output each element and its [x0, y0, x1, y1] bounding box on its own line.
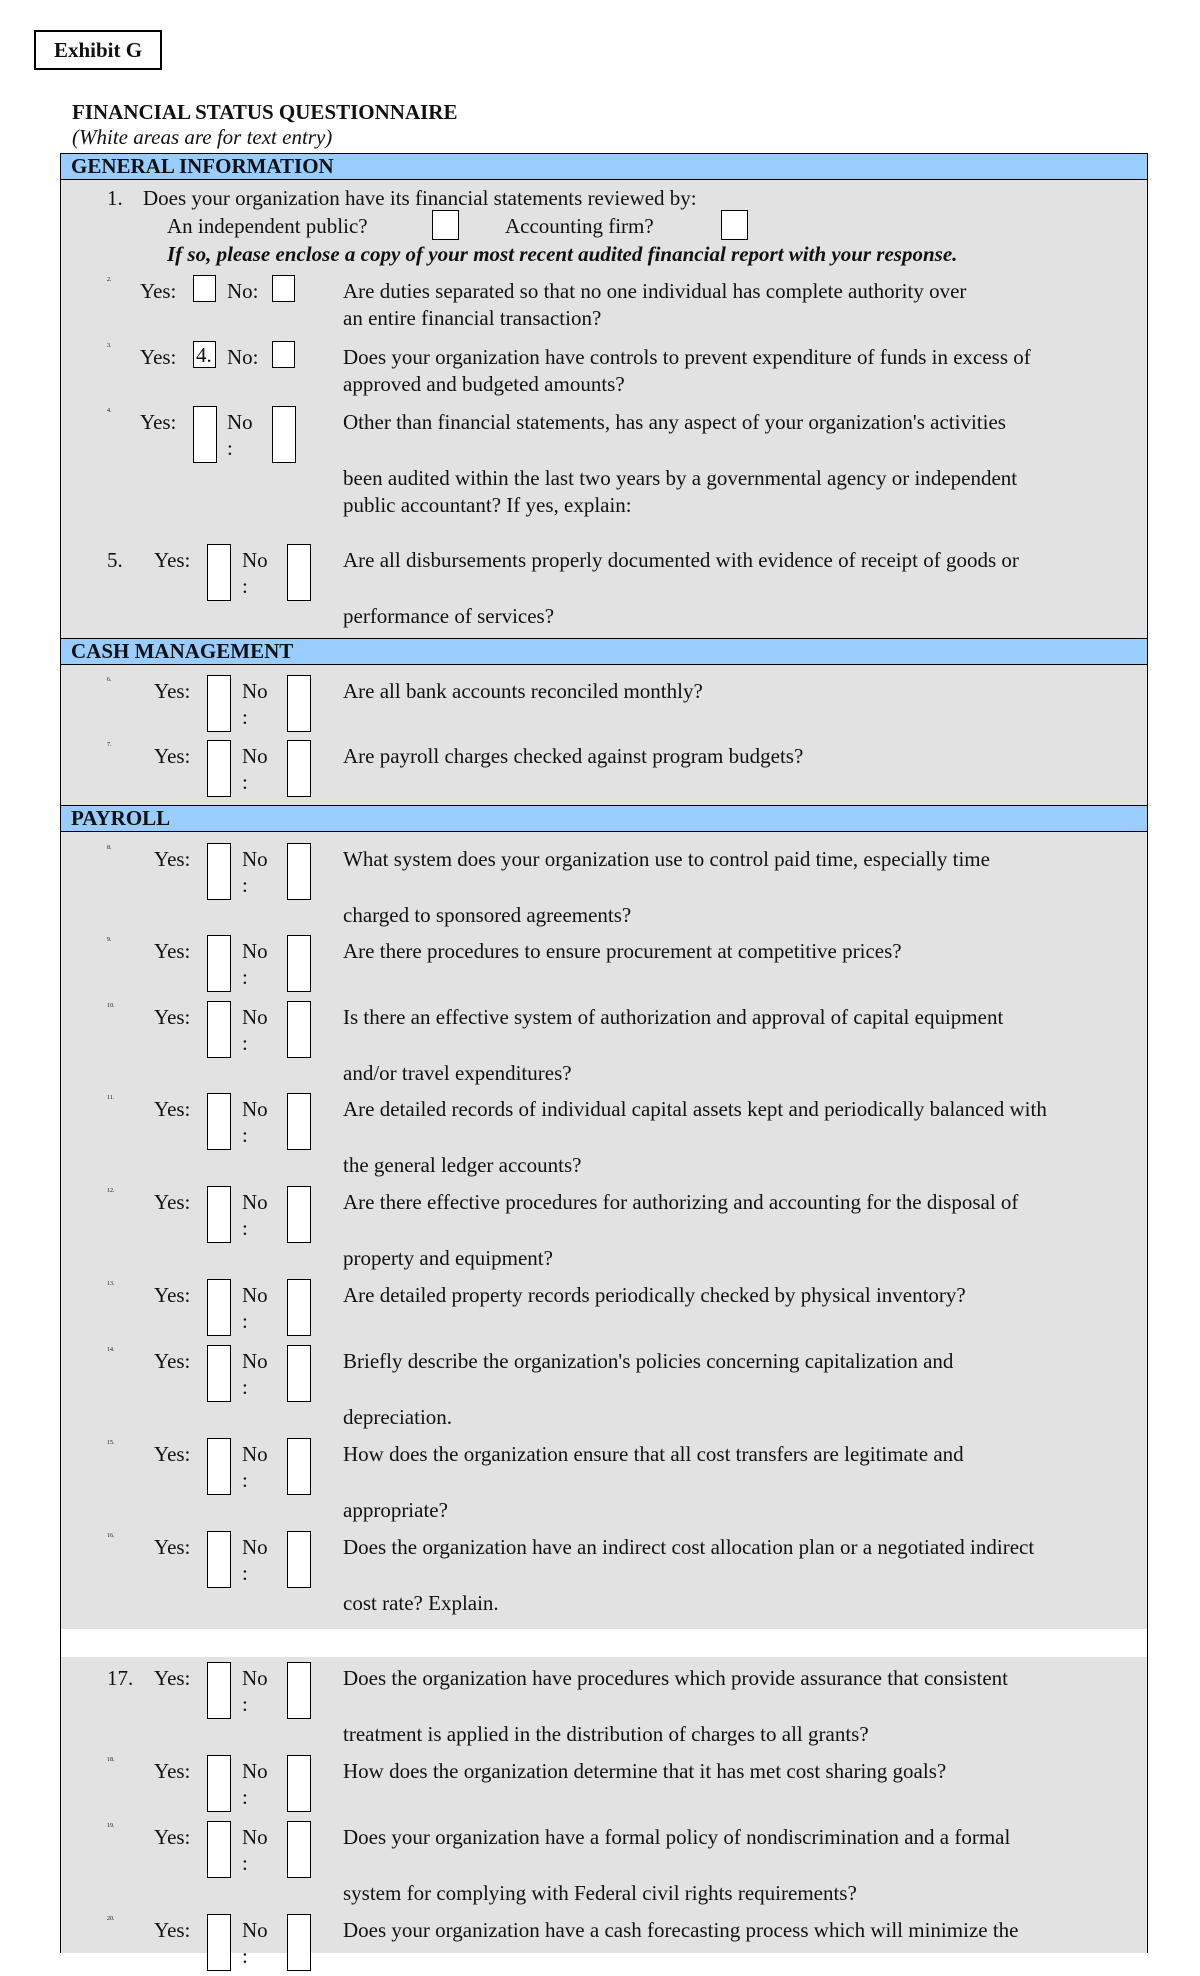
q16-yes-label: Yes: [154, 1535, 191, 1559]
question-17-line-1: Does the organization have procedures which provide assurance that consistent [343, 1666, 1008, 1690]
q5-no-checkbox[interactable] [287, 544, 311, 601]
q16-yes-checkbox[interactable] [207, 1531, 231, 1588]
question-7-number: 7. [107, 742, 112, 748]
q18-yes-label: Yes: [154, 1759, 191, 1783]
question-19-number: 19. [107, 1823, 115, 1829]
section-cash-management: CASH MANAGEMENT [61, 638, 1147, 665]
question-14-number: 14. [107, 1347, 115, 1353]
question-8-number: 8. [107, 845, 112, 851]
q6-no-checkbox[interactable] [287, 675, 311, 732]
q3-yes-value: 4. [196, 343, 212, 367]
q2-yes-label: Yes: [140, 279, 177, 303]
q3-no-checkbox[interactable] [272, 341, 295, 368]
q8-no-checkbox[interactable] [287, 843, 311, 900]
question-9-number: 9. [107, 937, 112, 943]
question-1-note: If so, please enclose a copy of your most recent audited financial report with your response. [167, 242, 958, 266]
question-2-line-2: an entire financial transaction? [343, 306, 602, 330]
q9-yes-label: Yes: [154, 939, 191, 963]
q4-yes-label: Yes: [140, 410, 177, 434]
question-2-line-1: Are duties separated so that no one individual has complete authority over [343, 279, 967, 303]
question-8-line-2: charged to sponsored agreements? [343, 903, 632, 927]
question-6-number: 6. [107, 677, 112, 683]
question-2-number: 2. [107, 277, 112, 283]
question-20-line-1: Does your organization have a cash forecasting process which will minimize the [343, 1918, 1019, 1942]
q11-no-checkbox[interactable] [287, 1093, 311, 1150]
question-14-line-2: depreciation. [343, 1405, 453, 1429]
q4-no-colon: : [227, 436, 233, 460]
q7-no-checkbox[interactable] [287, 740, 311, 797]
q5-no-label: No [242, 548, 268, 572]
question-7-line-1: Are payroll charges checked against program budgets? [343, 744, 804, 768]
question-11-line-2: the general ledger accounts? [343, 1153, 582, 1177]
question-18-line-1: How does the organization determine that it has met cost sharing goals? [343, 1759, 947, 1783]
q16-no-checkbox[interactable] [287, 1531, 311, 1588]
question-17-line-2: treatment is applied in the distribution of charges to all grants? [343, 1722, 869, 1746]
q18-no-colon: : [242, 1785, 248, 1809]
q7-yes-checkbox[interactable] [207, 740, 231, 797]
question-14-line-1: Briefly describe the organization's policies concerning capitalization and [343, 1349, 954, 1373]
question-17-number: 17. [107, 1666, 134, 1690]
exhibit-label: Exhibit G [34, 30, 162, 70]
q5-yes-label: Yes: [154, 548, 191, 572]
q5-no-colon: : [242, 574, 248, 598]
q12-yes-checkbox[interactable] [207, 1186, 231, 1243]
q13-no-checkbox[interactable] [287, 1279, 311, 1336]
q3-yes-label: Yes: [140, 345, 177, 369]
question-13-line-1: Are detailed property records periodically checked by physical inventory? [343, 1283, 966, 1307]
question-4-line-3: public accountant? If yes, explain: [343, 493, 632, 517]
question-19-line-2: system for complying with Federal civil rights requirements? [343, 1881, 857, 1905]
question-12-line-2: property and equipment? [343, 1246, 553, 1270]
q6-yes-label: Yes: [154, 679, 191, 703]
section-payroll: PAYROLL [61, 805, 1147, 832]
q1-public-checkbox[interactable] [432, 210, 459, 240]
q19-no-colon: : [242, 1851, 248, 1875]
question-20-number: 20. [107, 1916, 115, 1922]
q11-yes-label: Yes: [154, 1097, 191, 1121]
q20-no-label: No [242, 1918, 268, 1942]
q6-yes-checkbox[interactable] [207, 675, 231, 732]
q17-no-label: No [242, 1666, 268, 1690]
q1-firm-checkbox[interactable] [721, 210, 748, 240]
q7-yes-label: Yes: [154, 744, 191, 768]
q12-no-checkbox[interactable] [287, 1186, 311, 1243]
q17-no-colon: : [242, 1692, 248, 1716]
q14-no-colon: : [242, 1375, 248, 1399]
question-19-line-1: Does your organization have a formal policy of nondiscrimination and a formal [343, 1825, 1011, 1849]
q14-no-label: No [242, 1349, 268, 1373]
question-10-line-1: Is there an effective system of authorization and approval of capital equipment [343, 1005, 1004, 1029]
q4-no-label: No [227, 410, 253, 434]
question-5-line-2: performance of services? [343, 604, 555, 628]
q5-yes-checkbox[interactable] [207, 544, 231, 601]
q2-no-label: No: [227, 279, 259, 303]
q18-no-label: No [242, 1759, 268, 1783]
question-16-line-1: Does the organization have an indirect cost allocation plan or a negotiated indirect [343, 1535, 1035, 1559]
q19-yes-label: Yes: [154, 1825, 191, 1849]
q17-no-checkbox[interactable] [287, 1662, 311, 1719]
q3-yes-checkbox[interactable] [193, 341, 216, 368]
q4-no-checkbox[interactable] [272, 406, 296, 463]
q17-yes-checkbox[interactable] [207, 1662, 231, 1719]
q9-yes-checkbox[interactable] [207, 935, 231, 992]
q12-yes-label: Yes: [154, 1190, 191, 1214]
question-10-number: 10. [107, 1003, 115, 1009]
q6-no-colon: : [242, 705, 248, 729]
q3-no-label: No: [227, 345, 259, 369]
question-3-line-1: Does your organization have controls to prevent expenditure of funds in excess of [343, 345, 1031, 369]
question-10-line-2: and/or travel expenditures? [343, 1061, 572, 1085]
q10-yes-label: Yes: [154, 1005, 191, 1029]
q20-yes-label: Yes: [154, 1918, 191, 1942]
q19-no-label: No [242, 1825, 268, 1849]
question-15-line-2: appropriate? [343, 1498, 448, 1522]
q10-no-colon: : [242, 1031, 248, 1055]
q13-no-label: No [242, 1283, 268, 1307]
q13-yes-checkbox[interactable] [207, 1279, 231, 1336]
q8-no-colon: : [242, 873, 248, 897]
q11-no-colon: : [242, 1123, 248, 1147]
q2-no-checkbox[interactable] [272, 275, 295, 302]
question-1-option-public: An independent public? [167, 214, 368, 238]
q16-no-colon: : [242, 1561, 248, 1585]
question-5-number: 5. [107, 548, 123, 572]
question-9-line-1: Are there procedures to ensure procurement at competitive prices? [343, 939, 902, 963]
q2-yes-checkbox[interactable] [193, 275, 216, 302]
q8-yes-checkbox[interactable] [207, 843, 231, 900]
q15-yes-label: Yes: [154, 1442, 191, 1466]
q17-yes-label: Yes: [154, 1666, 191, 1690]
q18-no-checkbox[interactable] [287, 1755, 311, 1812]
text-entry-area-q16[interactable] [61, 1629, 1147, 1657]
q19-no-checkbox[interactable] [287, 1821, 311, 1878]
q20-no-checkbox[interactable] [287, 1914, 311, 1971]
q15-no-colon: : [242, 1468, 248, 1492]
question-3-number: 3. [107, 343, 112, 349]
question-3-line-2: approved and budgeted amounts? [343, 372, 625, 396]
question-12-line-1: Are there effective procedures for authorizing and accounting for the disposal of [343, 1190, 1019, 1214]
q20-no-colon: : [242, 1944, 248, 1968]
q11-no-label: No [242, 1097, 268, 1121]
q9-no-label: No [242, 939, 268, 963]
question-18-number: 18. [107, 1757, 115, 1763]
question-1-text: Does your organization have its financial statements reviewed by: [143, 186, 697, 210]
question-5-line-1: Are all disbursements properly documented with evidence of receipt of goods or [343, 548, 1019, 572]
q9-no-checkbox[interactable] [287, 935, 311, 992]
q15-yes-checkbox[interactable] [207, 1438, 231, 1495]
q15-no-checkbox[interactable] [287, 1438, 311, 1495]
questionnaire-form [60, 153, 1148, 1968]
q19-yes-checkbox[interactable] [207, 1821, 231, 1878]
question-16-line-2: cost rate? Explain. [343, 1591, 499, 1615]
q20-yes-checkbox[interactable] [207, 1914, 231, 1971]
question-1-number: 1. [107, 186, 123, 210]
question-4-line-1: Other than financial statements, has any aspect of your organization's activities [343, 410, 1006, 434]
question-11-number: 11. [107, 1095, 115, 1101]
q14-no-checkbox[interactable] [287, 1345, 311, 1402]
q7-no-label: No [242, 744, 268, 768]
section-general-information: GENERAL INFORMATION [61, 153, 1147, 180]
question-11-line-1: Are detailed records of individual capital assets kept and periodically balanced with [343, 1097, 1047, 1121]
q14-yes-checkbox[interactable] [207, 1345, 231, 1402]
page-title: FINANCIAL STATUS QUESTIONNAIRE [72, 100, 458, 124]
q13-no-colon: : [242, 1309, 248, 1333]
question-16-number: 16. [107, 1533, 115, 1539]
q10-yes-checkbox[interactable] [207, 1001, 231, 1058]
q4-yes-checkbox[interactable] [193, 406, 217, 463]
q10-no-label: No [242, 1005, 268, 1029]
q6-no-label: No [242, 679, 268, 703]
question-6-line-1: Are all bank accounts reconciled monthly? [343, 679, 703, 703]
q18-yes-checkbox[interactable] [207, 1755, 231, 1812]
q10-no-checkbox[interactable] [287, 1001, 311, 1058]
q13-yes-label: Yes: [154, 1283, 191, 1307]
question-13-number: 13. [107, 1281, 115, 1287]
q14-yes-label: Yes: [154, 1349, 191, 1373]
question-8-line-1: What system does your organization use to control paid time, especially time [343, 847, 990, 871]
page-subtitle: (White areas are for text entry) [72, 125, 333, 149]
question-4-number: 4. [107, 408, 112, 414]
question-1-option-firm: Accounting firm? [505, 214, 654, 238]
q7-no-colon: : [242, 770, 248, 794]
question-15-line-1: How does the organization ensure that all cost transfers are legitimate and [343, 1442, 964, 1466]
q11-yes-checkbox[interactable] [207, 1093, 231, 1150]
q9-no-colon: : [242, 965, 248, 989]
q8-yes-label: Yes: [154, 847, 191, 871]
q12-no-colon: : [242, 1216, 248, 1240]
q8-no-label: No [242, 847, 268, 871]
q15-no-label: No [242, 1442, 268, 1466]
question-12-number: 12. [107, 1188, 115, 1194]
question-15-number: 15. [107, 1440, 115, 1446]
question-4-line-2: been audited within the last two years by a governmental agency or independent [343, 466, 1018, 490]
q12-no-label: No [242, 1190, 268, 1214]
q16-no-label: No [242, 1535, 268, 1559]
